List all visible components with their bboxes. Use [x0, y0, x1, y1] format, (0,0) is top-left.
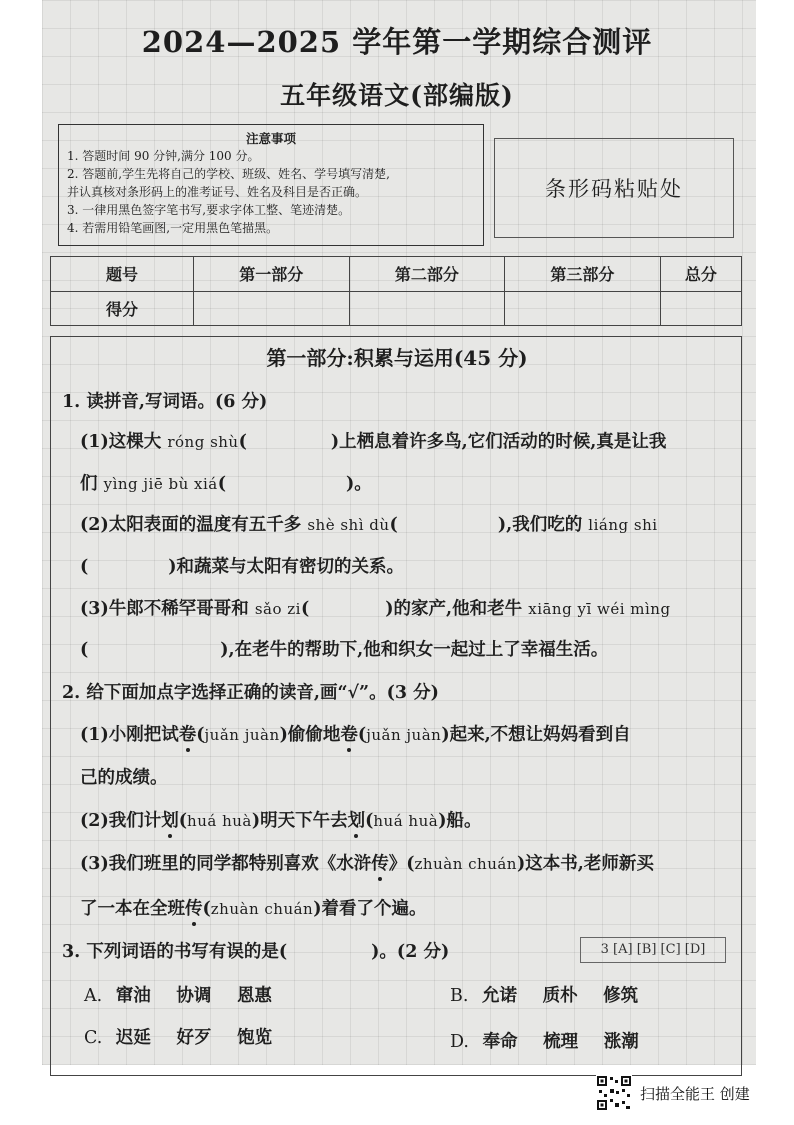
bracket: ( [217, 474, 227, 494]
bracket: ( [357, 725, 367, 745]
bracket: ( [80, 557, 89, 577]
pinyin: yìng jiē bù xiá [103, 475, 218, 493]
exam-title: 2024—2025 学年第一学期综合测评 [141, 25, 653, 59]
pinyin-choice[interactable]: huá huà [187, 812, 252, 830]
q1-line [80, 595, 671, 620]
dotted-char: 卷 [340, 725, 358, 745]
option-c[interactable] [84, 1024, 272, 1049]
option-word: 涨潮 [603, 1032, 639, 1052]
score-table-row [51, 291, 742, 326]
option-word: 窜油 [115, 986, 151, 1006]
q2-title: 2. 给下面加点字选择正确的读音,画“√”。(3 分) [62, 683, 439, 703]
q1-text: ),我们吃的 [497, 515, 583, 535]
option-word: 梳理 [543, 1032, 579, 1052]
notice-item: 4. 若需用铅笔画图,一定用黑色笔描黑。 [67, 221, 279, 235]
q1-text: (1)这棵大 [80, 432, 162, 452]
q1-text: )上栖息着许多鸟,它们活动的时候,真是让我 [330, 432, 667, 452]
pinyin: liáng shi [588, 516, 658, 534]
bracket: ( [196, 725, 205, 745]
q1-line [80, 636, 608, 661]
pinyin-choice[interactable]: juǎn juàn [204, 726, 280, 744]
q1-text: )的家产,他和老牛 [385, 599, 523, 619]
score-header-cell: 第一部分 [194, 257, 350, 292]
dotted-char: 划 [161, 811, 179, 831]
exam-subtitle: 五年级语文(部编版) [280, 81, 514, 110]
q2-text: )明天下午去 [251, 811, 348, 831]
option-b[interactable] [450, 982, 638, 1007]
q2-line [80, 850, 654, 875]
option-label: A. [84, 986, 103, 1006]
q1-text: ),在老牛的帮助下,他和织女一起过上了幸福生活。 [220, 640, 609, 660]
pinyin-choice[interactable]: huá huà [373, 812, 439, 830]
bracket: ( [178, 811, 188, 831]
q1-text: (2)太阳表面的温度有五千多 [80, 515, 302, 535]
q2-text: 了一本在全班 [80, 899, 185, 919]
q1-text: )。 [346, 474, 372, 494]
option-a[interactable] [84, 982, 272, 1007]
q2-text: (1)小刚把试 [80, 725, 179, 745]
qr-code-icon [596, 1075, 632, 1111]
notice-item: 1. 答题时间 90 分钟,满分 100 分。 [67, 149, 260, 163]
q3-text: 3. 下列词语的书写有误的是( [62, 942, 288, 962]
option-label: C. [84, 1028, 103, 1048]
option-d[interactable] [450, 1028, 639, 1053]
pinyin-choice[interactable]: zhuàn chuán [210, 900, 314, 918]
q1-line [80, 553, 404, 578]
dotted-char: 传 [371, 854, 389, 874]
q1-line [80, 511, 658, 536]
q2-text: (2)我们计 [80, 811, 162, 831]
option-word: 修筑 [603, 986, 639, 1006]
score-cell[interactable] [660, 291, 741, 326]
q1-text: (3)牛郎不稀罕哥哥和 [80, 599, 249, 619]
bracket: ( [238, 432, 247, 452]
option-word: 质朴 [542, 986, 578, 1006]
notice-item: 2. 答题前,学生先将自己的学校、班级、姓名、学号填写清楚, [67, 167, 390, 181]
pinyin-choice[interactable]: juǎn juàn [366, 726, 442, 744]
q2-text: )着看了个遍。 [313, 899, 427, 919]
q3-title [62, 938, 449, 963]
pinyin: xiāng yī wéi mìng [528, 600, 671, 618]
notice-item: 并认真核对条形码上的准考证号、姓名及科目是否正确。 [67, 185, 368, 199]
score-header-cell: 第二部分 [349, 257, 505, 292]
option-word: 协调 [176, 986, 212, 1006]
option-word: 迟延 [115, 1028, 151, 1048]
notice-item: 3. 一律用黑色签字笔书写,要求字体工整、笔迹清楚。 [67, 203, 351, 217]
dotted-char: 卷 [178, 725, 197, 745]
scanner-watermark: 扫描全能王 创建 [640, 1085, 750, 1103]
score-header-cell: 第三部分 [505, 257, 661, 292]
score-row-label: 得分 [51, 291, 194, 326]
q1-line [80, 428, 666, 453]
q1-title: 1. 读拼音,写词语。(6 分) [62, 392, 268, 412]
bracket: ( [300, 599, 310, 619]
pinyin: shè shì dù [307, 516, 390, 534]
q2-text: )船。 [438, 811, 482, 831]
bracket: ( [80, 640, 89, 660]
option-label: B. [450, 986, 469, 1006]
q2-line [80, 721, 631, 746]
option-word: 好歹 [176, 1028, 212, 1048]
q2-line [80, 807, 481, 832]
bracket: ( [389, 515, 398, 535]
pinyin-choice[interactable]: zhuàn chuán [414, 855, 517, 873]
score-cell[interactable] [194, 291, 350, 326]
option-word: 奉命 [482, 1032, 518, 1052]
option-word: 饱览 [237, 1028, 273, 1048]
option-word: 允诺 [482, 986, 518, 1006]
notice-heading: 注意事项 [245, 131, 296, 146]
dotted-char: 传 [185, 899, 203, 919]
bracket: 》( [388, 854, 415, 874]
score-cell[interactable] [349, 291, 505, 326]
barcode-area: 条形码粘贴处 [494, 138, 734, 238]
score-cell[interactable] [505, 291, 661, 326]
option-word: 恩惠 [236, 986, 272, 1006]
section-title: 第一部分:积累与运用(45 分) [266, 346, 528, 370]
answer-card-box[interactable]: 3 [A] [B] [C] [D] [580, 937, 726, 963]
q2-text: (3)我们班里的同学都特别喜欢《水浒 [80, 854, 372, 874]
score-header-cell: 总分 [660, 257, 741, 292]
q1-text: 们 [80, 474, 98, 494]
q2-text: )这本书,老师新买 [516, 854, 654, 874]
pinyin: sǎo zi [254, 600, 301, 618]
dotted-char: 划 [347, 811, 366, 831]
q2-text: )起来,不想让妈妈看到自 [441, 725, 631, 745]
bracket: ( [202, 899, 211, 919]
score-header-cell: 题号 [51, 257, 194, 292]
score-table-header-row [51, 257, 742, 292]
pinyin: róng shù [167, 433, 239, 451]
q2-line [80, 895, 426, 920]
q1-text: )和蔬菜与太阳有密切的关系。 [168, 557, 405, 577]
score-table [50, 256, 742, 326]
notice-box [58, 124, 484, 246]
q1-line [80, 470, 372, 495]
q3-text: )。(2 分) [371, 942, 450, 962]
q2-text: )偷偷地 [279, 725, 341, 745]
bracket: ( [365, 811, 374, 831]
option-label: D. [450, 1032, 469, 1052]
q2-line: 己的成绩。 [80, 768, 168, 788]
